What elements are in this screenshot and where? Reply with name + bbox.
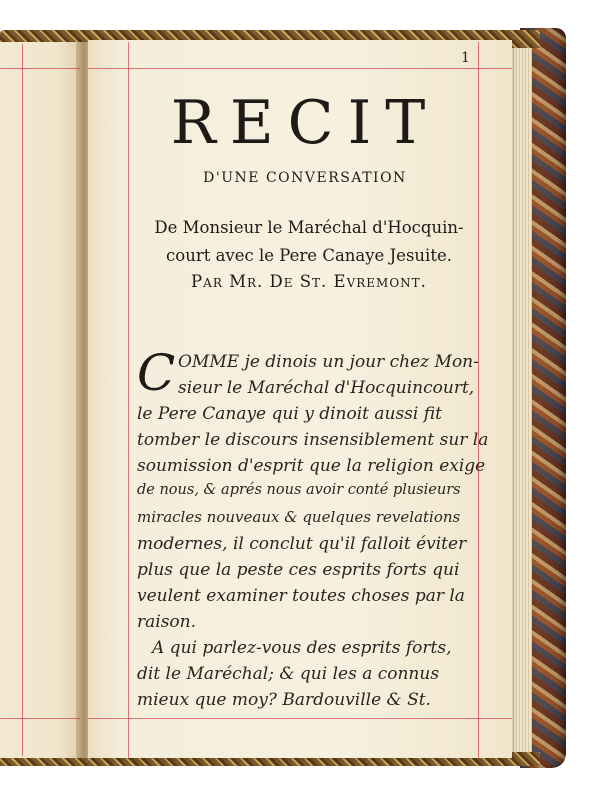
page-subtitle: D'UNE CONVERSATION: [203, 170, 407, 186]
rule-line: [128, 42, 129, 758]
text-line: le Pere Canaye qui y dinoit aussi fit: [137, 404, 442, 424]
heading-line: De Monsieur le Maréchal d'Hocquin-: [154, 218, 464, 237]
rule-line: [88, 718, 512, 719]
text-line: modernes, il conclut qu'il falloit éviter: [137, 534, 467, 554]
rule-line: [478, 42, 479, 758]
rule-line: [0, 68, 80, 69]
text-line: mieux que moy? Bardouville & St.: [137, 690, 431, 710]
text-line: veulent examiner toutes choses par la: [137, 586, 465, 606]
folio-number: 1: [461, 50, 470, 66]
text-line: soumission d'esprit que la religion exige: [137, 456, 486, 476]
rule-line: [88, 68, 512, 69]
rule-line: [0, 718, 80, 719]
left-page: [0, 42, 82, 758]
heading-line: court avec le Pere Canaye Jesuite.: [166, 246, 452, 265]
text-line: A qui parlez-vous des esprits forts,: [152, 638, 452, 658]
drop-cap: C: [137, 344, 176, 402]
text-line: miracles nouveaux & quelques revelations: [137, 508, 461, 526]
text-line: plus que la peste ces esprits forts qui: [137, 560, 460, 580]
text-line: de nous, & aprés nous avoir conté plusieurs: [137, 482, 461, 498]
text-line: dit le Maréchal; & qui les a connus: [137, 664, 440, 684]
text-line: raison.: [137, 612, 197, 632]
text-line: tomber le discours insensiblement sur la: [137, 430, 489, 450]
rule-line: [22, 44, 23, 756]
text-line: OMME je dinois un jour chez Mon-: [178, 352, 479, 372]
text-line: sieur le Maréchal d'Hocquincourt,: [178, 378, 475, 398]
author-line: Par Mr. De St. Evremont.: [191, 272, 427, 291]
page-title: RECIT: [170, 88, 440, 158]
